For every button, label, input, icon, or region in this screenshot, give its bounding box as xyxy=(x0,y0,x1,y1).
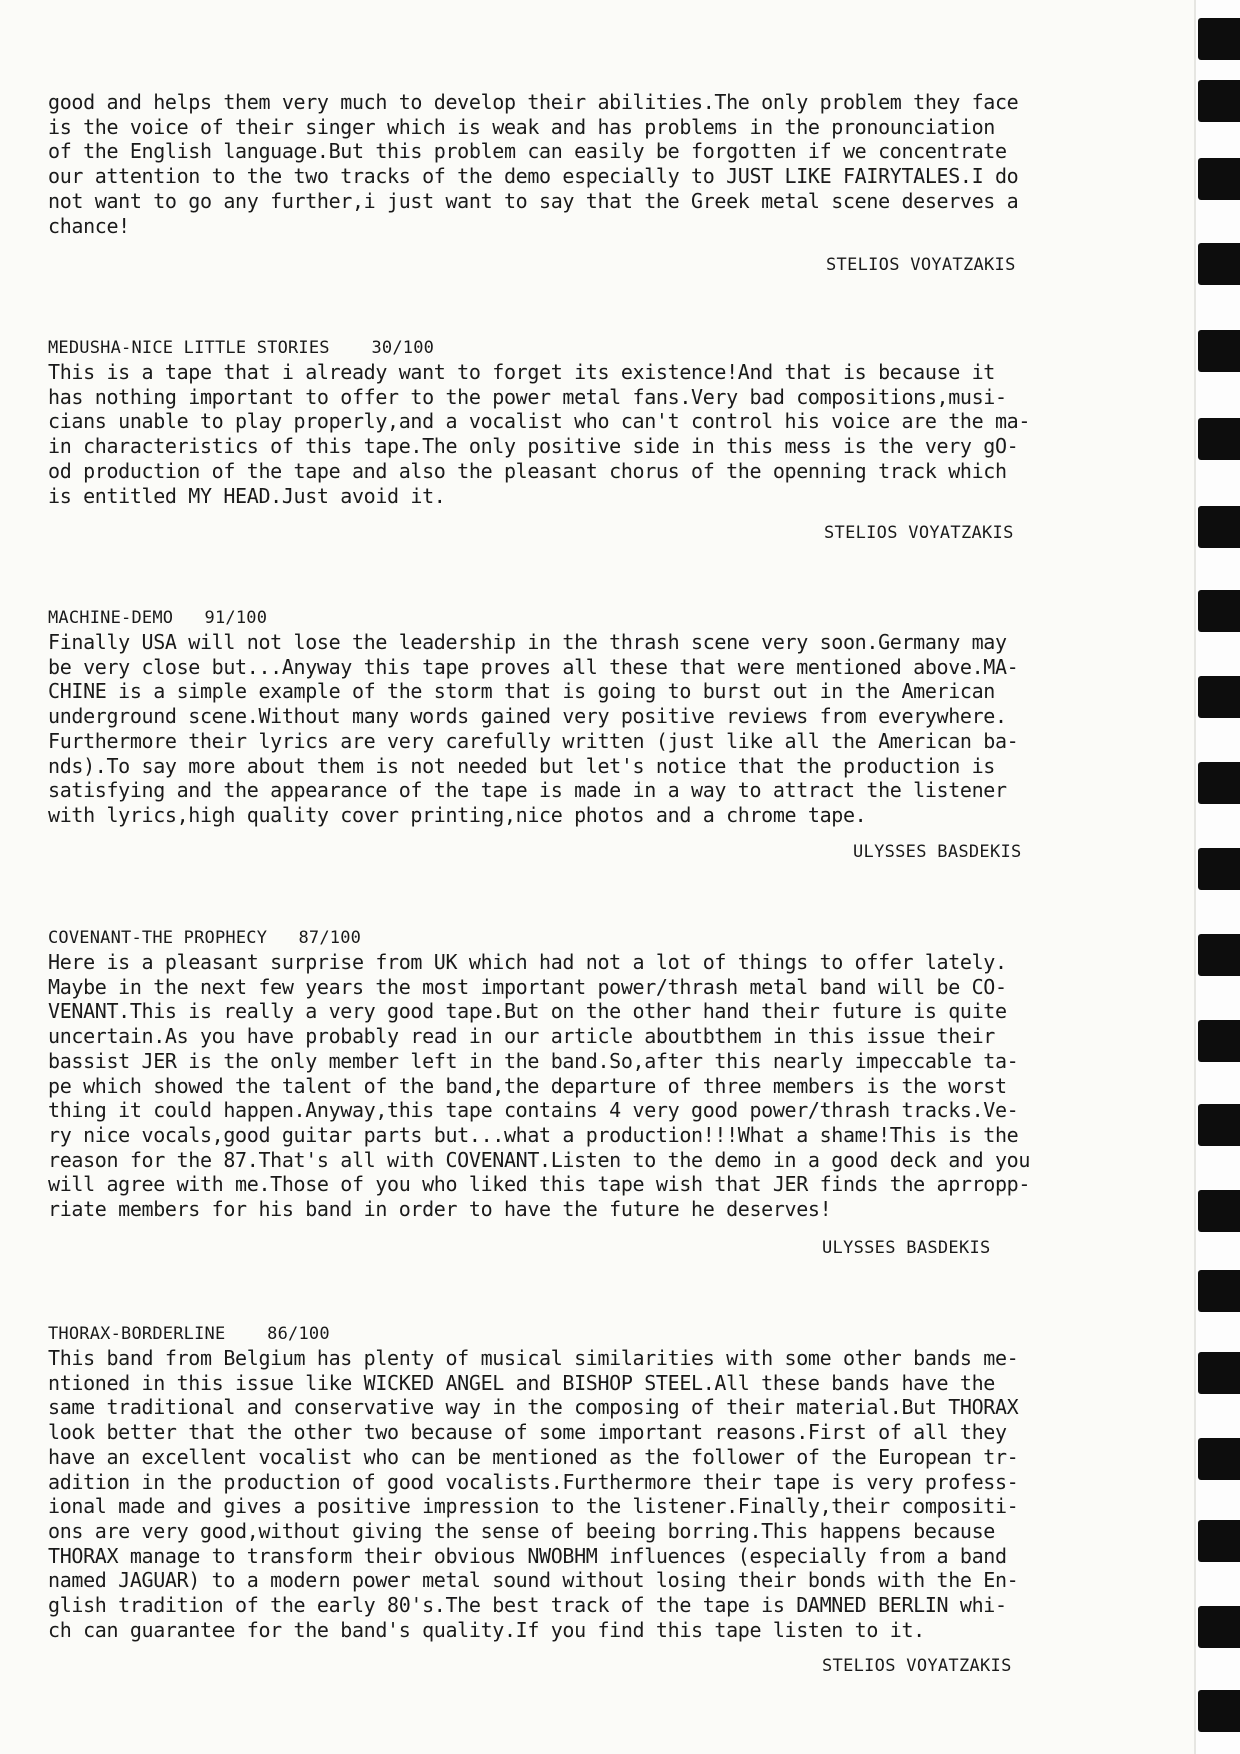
binding-hole xyxy=(1198,243,1240,285)
review-title: THORAX-BORDERLINE xyxy=(48,1324,226,1344)
review-line: This band from Belgium has plenty of musical similarities with some other bands me- xyxy=(48,1346,1019,1370)
review-author: ULYSSES BASDEKIS xyxy=(853,842,1022,862)
review-score: 30/100 xyxy=(371,338,435,358)
review-title: MACHINE-DEMO xyxy=(48,608,174,628)
review-line: This is a tape that i already want to forget its existence!And that is because it xyxy=(48,360,995,384)
review-line: Furthermore their lyrics are very carefully written (just like all the American ba- xyxy=(48,728,1019,753)
review-line: ons are very good,without giving the sense of beeing borring.This happens because xyxy=(48,1518,995,1543)
review-line: pe which showed the talent of the band,the departure of three members is the worst xyxy=(48,1073,1007,1098)
review-line: VENANT.This is really a very good tape.But on the other hand their future is quite xyxy=(48,999,1007,1024)
review-heading xyxy=(48,338,1084,358)
review-line: Maybe in the next few years the most important power/thrash metal band will be CO- xyxy=(48,974,1007,999)
review-machine xyxy=(48,608,1084,828)
review-line: Here is a pleasant surprise from UK which had not a lot of things to offer lately. xyxy=(48,950,1007,974)
review-line: ry nice vocals,good guitar parts but...what a production!!!What a shame!This is the xyxy=(48,1122,1019,1147)
binding-hole xyxy=(1198,1270,1240,1312)
review-line: is entitled MY HEAD.Just avoid it. xyxy=(48,483,446,508)
binding-hole xyxy=(1198,848,1240,890)
binding-hole xyxy=(1198,762,1240,804)
binding-hole xyxy=(1198,1520,1240,1562)
review-line: chance! xyxy=(48,213,130,238)
review-line: same traditional and conservative way in the composing of their material.But THORAX xyxy=(48,1395,1019,1420)
binding-hole xyxy=(1198,676,1240,718)
binding-hole xyxy=(1198,418,1240,460)
review-thorax xyxy=(48,1324,1084,1642)
review-heading xyxy=(48,608,1084,628)
binding-hole xyxy=(1198,1438,1240,1480)
review-line: bassist JER is the only member left in the band.So,after this nearly impeccable ta- xyxy=(48,1048,1019,1073)
review-line: is the voice of their singer which is weak and has problems in the pronounciation xyxy=(48,114,995,139)
review-author: STELIOS VOYATZAKIS xyxy=(822,1656,1012,1676)
review-title: MEDUSHA-NICE LITTLE STORIES xyxy=(48,338,330,358)
review-line: not want to go any further,i just want to say that the Greek metal scene deserves a xyxy=(48,188,1019,213)
binding-hole xyxy=(1198,18,1240,60)
binding-hole xyxy=(1198,158,1240,200)
review-line: be very close but...Anyway this tape proves all these that were mentioned above.MA- xyxy=(48,654,1019,679)
review-line: will agree with me.Those of you who liked this tape wish that JER finds the aprropp- xyxy=(48,1172,1031,1197)
review-author: STELIOS VOYATZAKIS xyxy=(824,523,1014,543)
binding-hole xyxy=(1198,1020,1240,1062)
review-score: 87/100 xyxy=(298,928,362,948)
spiral-binding xyxy=(1194,0,1240,1754)
review-line: ch can guarantee for the band's quality.If you find this tape listen to it. xyxy=(48,1617,925,1642)
review-line: of the English language.But this problem can easily be forgotten if we concentrate xyxy=(48,139,1007,164)
review-line: good and helps them very much to develop their abilities.The only problem they face xyxy=(48,90,1019,114)
review-author: STELIOS VOYATZAKIS xyxy=(826,255,1016,275)
review-continuation xyxy=(48,90,1084,238)
review-line: underground scene.Without many words gained very positive reviews from everywhere. xyxy=(48,704,1007,729)
review-line: look better that the other two because of some important reasons.First of all they xyxy=(48,1420,1007,1445)
review-author: ULYSSES BASDEKIS xyxy=(822,1238,991,1258)
review-line: adition in the production of good vocalists.Furthermore their tape is very profess- xyxy=(48,1469,1019,1494)
review-score: 91/100 xyxy=(204,608,268,628)
binding-hole xyxy=(1198,1352,1240,1394)
review-line: uncertain.As you have probably read in our article aboutbthem in this issue their xyxy=(48,1024,995,1049)
review-line: od production of the tape and also the pleasant chorus of the openning track which xyxy=(48,458,1007,483)
review-line: named JAGUAR) to a modern power metal sound without losing their bonds with the En- xyxy=(48,1568,1019,1593)
review-line: satisfying and the appearance of the tape is made in a way to attract the listener xyxy=(48,778,1007,803)
binding-hole xyxy=(1198,506,1240,548)
review-score: 86/100 xyxy=(267,1324,330,1344)
binding-hole xyxy=(1198,590,1240,632)
review-line: thing it could happen.Anyway,this tape contains 4 very good power/thrash tracks.Ve- xyxy=(48,1098,1019,1123)
review-line: in characteristics of this tape.The only positive side in this mess is the very gO- xyxy=(48,434,1019,459)
review-heading xyxy=(48,1324,1084,1344)
review-line: cians unable to play properly,and a vocalist who can't control his voice are the ma- xyxy=(48,409,1031,434)
binding-hole xyxy=(1198,934,1240,976)
review-covenant xyxy=(48,928,1084,1222)
review-line: nds).To say more about them is not needed but let's notice that the production is xyxy=(48,753,995,778)
binding-hole xyxy=(1198,1104,1240,1146)
review-heading xyxy=(48,928,1084,948)
review-title: COVENANT-THE PROPHECY xyxy=(48,928,268,948)
review-line: Finally USA will not lose the leadership in the thrash scene very soon.Germany may xyxy=(48,630,1007,654)
review-line: have an excellent vocalist who can be mentioned as the follower of the European tr- xyxy=(48,1444,1019,1469)
review-line: has nothing important to offer to the power metal fans.Very bad compositions,musi- xyxy=(48,384,1007,409)
review-line: riate members for his band in order to have the future he deserves! xyxy=(48,1197,832,1222)
review-line: glish tradition of the early 80's.The best track of the tape is DAMNED BERLIN whi- xyxy=(48,1593,1007,1618)
review-line: THORAX manage to transform their obvious NWOBHM influences (especially from a band xyxy=(48,1543,1007,1568)
binding-hole xyxy=(1198,1690,1240,1732)
review-line: ional made and gives a positive impression to the listener.Finally,their compositi- xyxy=(48,1494,1019,1519)
review-line: ntioned in this issue like WICKED ANGEL and BISHOP STEEL.All these bands have the xyxy=(48,1370,995,1395)
binding-hole xyxy=(1198,330,1240,372)
review-medusha xyxy=(48,338,1084,508)
binding-hole xyxy=(1198,1190,1240,1232)
review-line: with lyrics,high quality cover printing,nice photos and a chrome tape. xyxy=(48,802,867,827)
review-line: CHINE is a simple example of the storm that is going to burst out in the American xyxy=(48,679,995,704)
review-line: our attention to the two tracks of the demo especially to JUST LIKE FAIRYTALES.I do xyxy=(48,164,1019,189)
binding-hole xyxy=(1198,1606,1240,1648)
review-line: reason for the 87.That's all with COVENANT.Listen to the demo in a good deck and you xyxy=(48,1147,1031,1172)
binding-hole xyxy=(1198,80,1240,122)
